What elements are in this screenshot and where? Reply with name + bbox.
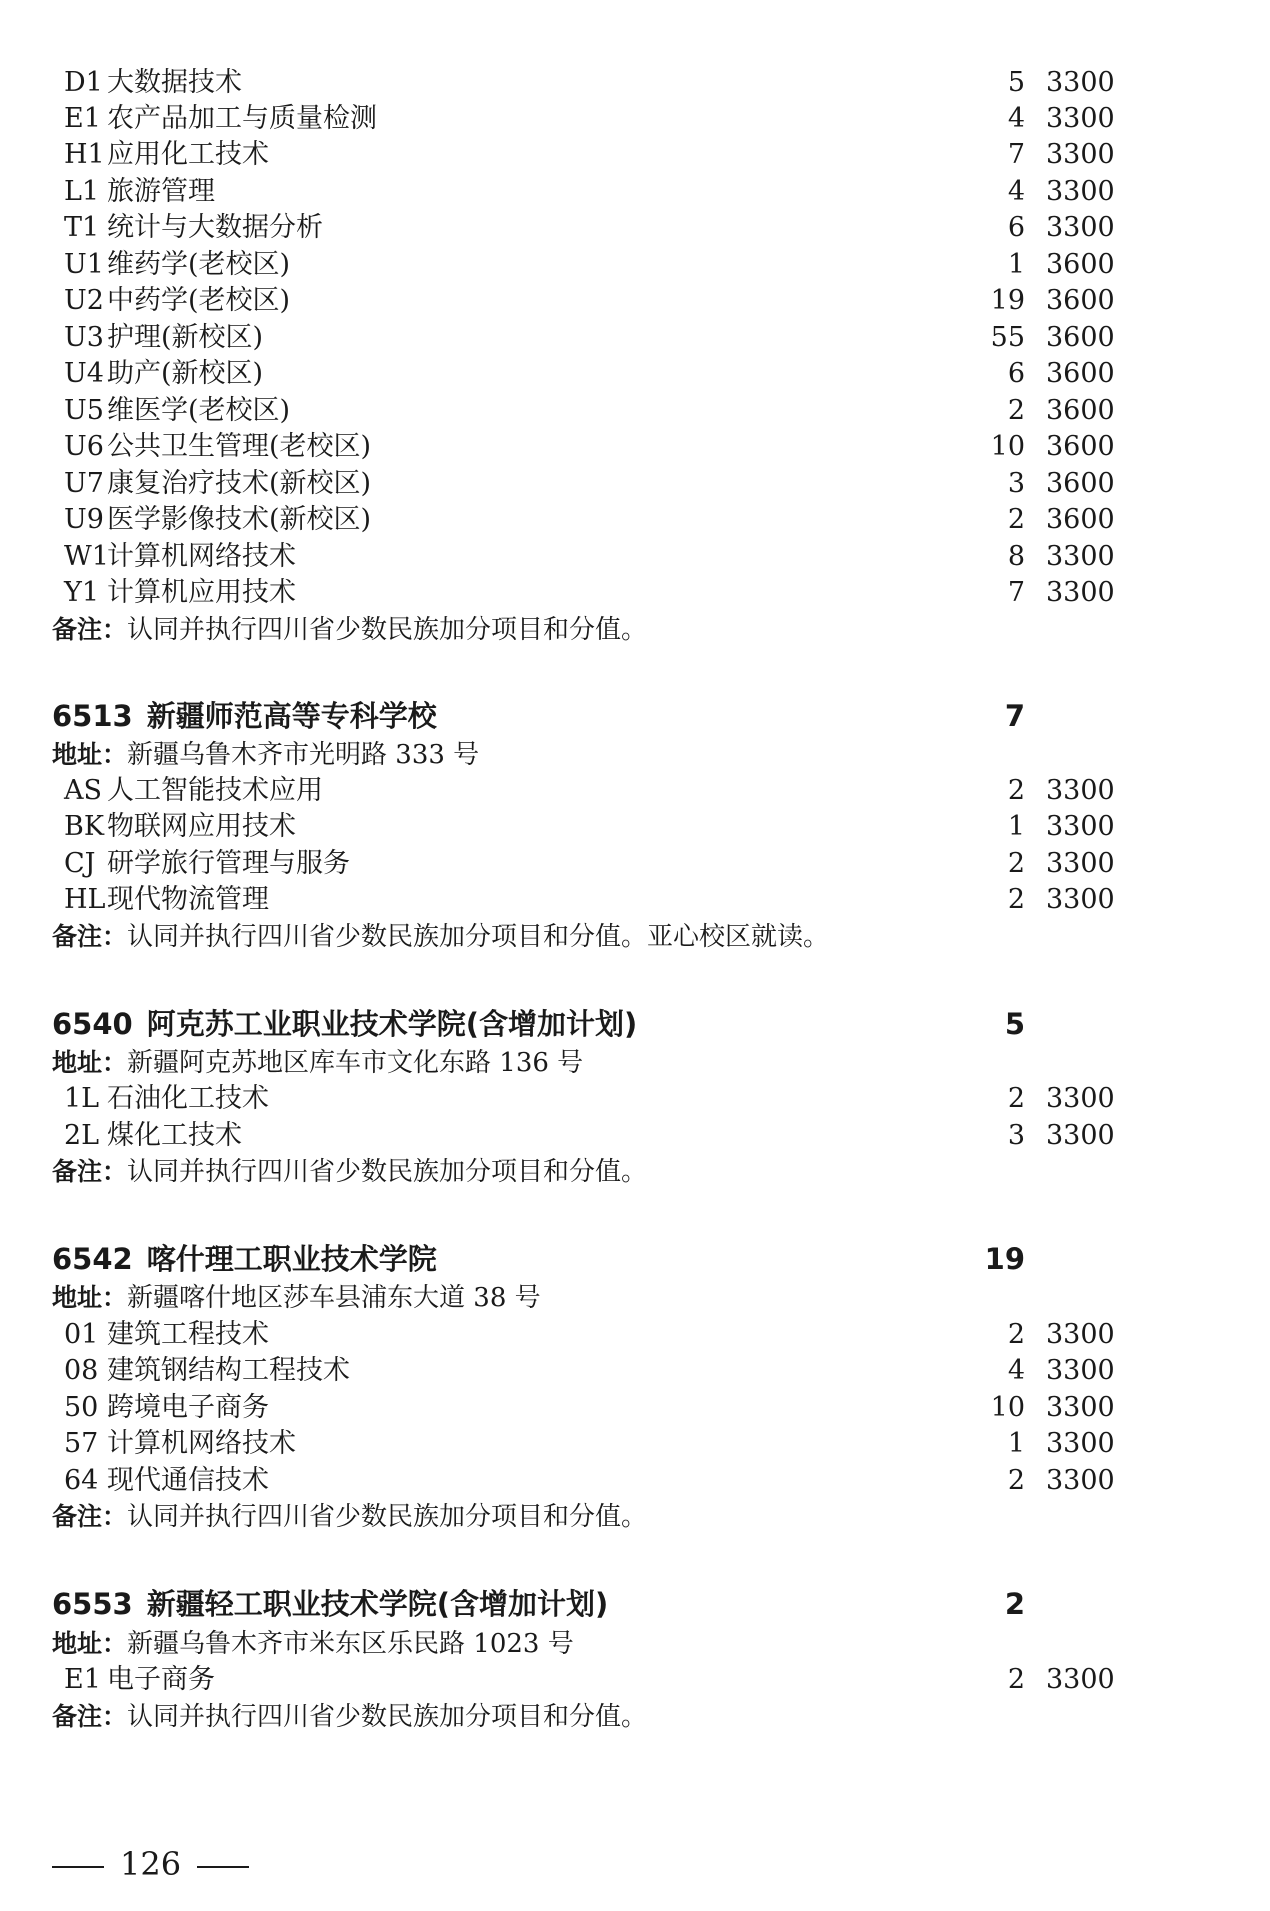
major-fee: 3300 — [1046, 811, 1115, 842]
major-row — [0, 773, 1270, 809]
major-row — [0, 1118, 1270, 1154]
school-name: 新疆师范高等专科学校 — [146, 699, 437, 733]
major-count: 6 — [1007, 358, 1025, 389]
major-row — [0, 356, 1270, 392]
major-code: U9 — [64, 504, 104, 535]
major-name: 维医学(老校区) — [107, 395, 291, 426]
school-address — [52, 737, 479, 773]
major-code: E1 — [64, 1664, 101, 1695]
major-count: 5 — [1007, 67, 1025, 98]
major-fee: 3300 — [1046, 1319, 1115, 1350]
school-code: 6542 — [52, 1242, 133, 1276]
major-name: 护理(新校区) — [107, 322, 264, 353]
major-count: 2 — [1007, 1465, 1025, 1496]
major-row — [0, 1081, 1270, 1117]
school-code: 6553 — [52, 1587, 133, 1621]
major-name: 助产(新校区) — [107, 358, 264, 389]
school-heading — [52, 1239, 437, 1279]
major-name: 大数据技术 — [107, 67, 242, 98]
address-label: 地址： — [52, 740, 128, 769]
major-row — [0, 575, 1270, 611]
school-name: 新疆轻工职业技术学院(含增加计划) — [146, 1587, 609, 1621]
note-label: 备注： — [52, 1702, 128, 1731]
school-note — [52, 1499, 647, 1535]
school-heading — [52, 1004, 637, 1044]
major-fee: 3300 — [1046, 139, 1115, 170]
major-fee: 3600 — [1046, 322, 1115, 353]
major-count: 1 — [1007, 811, 1025, 842]
left-dash — [52, 1866, 104, 1868]
major-count: 2 — [1007, 1664, 1025, 1695]
major-row — [0, 882, 1270, 918]
major-row — [0, 1353, 1270, 1389]
major-code: L1 — [64, 176, 100, 207]
major-row — [0, 1317, 1270, 1353]
school-total: 7 — [1004, 699, 1025, 733]
major-row — [0, 539, 1270, 575]
major-row — [0, 1463, 1270, 1499]
major-name: 康复治疗技术(新校区) — [107, 468, 372, 499]
major-count: 6 — [1007, 212, 1025, 243]
note-label: 备注： — [52, 1502, 128, 1531]
major-row — [0, 1662, 1270, 1698]
major-fee: 3300 — [1046, 1465, 1115, 1496]
major-fee: 3600 — [1046, 249, 1115, 280]
major-code: U5 — [64, 395, 104, 426]
major-name: 公共卫生管理(老校区) — [107, 431, 372, 462]
school-total: 5 — [1004, 1007, 1025, 1041]
major-name: 统计与大数据分析 — [107, 212, 323, 243]
note-label: 备注： — [52, 922, 128, 951]
major-fee: 3300 — [1046, 67, 1115, 98]
major-fee: 3300 — [1046, 884, 1115, 915]
major-code: HL — [64, 884, 106, 915]
major-name: 电子商务 — [107, 1664, 215, 1695]
major-code: CJ — [64, 848, 96, 879]
major-name: 建筑工程技术 — [107, 1319, 269, 1350]
major-count: 3 — [1007, 468, 1025, 499]
major-code: 08 — [64, 1355, 99, 1386]
major-name: 现代物流管理 — [107, 884, 269, 915]
major-code: 50 — [64, 1392, 99, 1423]
major-count: 1 — [1007, 1428, 1025, 1459]
address-label: 地址： — [52, 1629, 128, 1658]
major-fee: 3300 — [1046, 103, 1115, 134]
school-heading — [52, 1584, 608, 1624]
major-name: 中药学(老校区) — [107, 285, 291, 316]
major-count: 4 — [1007, 103, 1025, 134]
major-code: 2L — [64, 1120, 100, 1151]
major-code: AS — [64, 775, 102, 806]
major-fee: 3600 — [1046, 468, 1115, 499]
major-fee: 3600 — [1046, 285, 1115, 316]
note-text: 认同并执行四川省少数民族加分项目和分值。 — [127, 615, 648, 645]
major-fee: 3600 — [1046, 431, 1115, 462]
school-address — [52, 1626, 574, 1662]
major-name: 计算机网络技术 — [107, 1428, 296, 1459]
major-row — [0, 65, 1270, 101]
address-text: 新疆乌鲁木齐市光明路 333 号 — [127, 740, 480, 770]
major-fee: 3300 — [1046, 541, 1115, 572]
note-text: 认同并执行四川省少数民族加分项目和分值。 — [127, 1702, 648, 1732]
major-count: 4 — [1007, 176, 1025, 207]
major-fee: 3300 — [1046, 1120, 1115, 1151]
address-text: 新疆阿克苏地区库车市文化东路 136 号 — [127, 1048, 584, 1078]
major-name: 人工智能技术应用 — [107, 775, 323, 806]
major-name: 维药学(老校区) — [107, 249, 291, 280]
school-note — [52, 612, 647, 648]
major-name: 建筑钢结构工程技术 — [107, 1355, 350, 1386]
major-fee: 3600 — [1046, 504, 1115, 535]
major-code: U7 — [64, 468, 104, 499]
major-code: U4 — [64, 358, 104, 389]
major-name: 现代通信技术 — [107, 1465, 269, 1496]
major-fee: 3300 — [1046, 176, 1115, 207]
major-name: 研学旅行管理与服务 — [107, 848, 350, 879]
major-row — [0, 174, 1270, 210]
major-code: U2 — [64, 285, 104, 316]
major-count: 2 — [1007, 775, 1025, 806]
major-fee: 3300 — [1046, 1355, 1115, 1386]
major-count: 10 — [990, 431, 1025, 462]
major-row — [0, 1426, 1270, 1462]
major-count: 2 — [1007, 504, 1025, 535]
school-name: 阿克苏工业职业技术学院(含增加计划) — [146, 1007, 638, 1041]
school-code: 6540 — [52, 1007, 133, 1041]
major-row — [0, 1390, 1270, 1426]
major-code: Y1 — [64, 577, 100, 608]
major-name: 计算机应用技术 — [107, 577, 296, 608]
major-code: 57 — [64, 1428, 99, 1459]
major-code: U3 — [64, 322, 104, 353]
major-count: 1 — [1007, 249, 1025, 280]
major-row — [0, 247, 1270, 283]
major-fee: 3300 — [1046, 577, 1115, 608]
major-code: W1 — [64, 541, 109, 572]
note-text: 认同并执行四川省少数民族加分项目和分值。亚心校区就读。 — [127, 922, 830, 952]
major-code: 01 — [64, 1319, 99, 1350]
school-note — [52, 919, 829, 955]
major-row — [0, 809, 1270, 845]
major-fee: 3300 — [1046, 212, 1115, 243]
major-count: 7 — [1007, 139, 1025, 170]
school-address — [52, 1045, 583, 1081]
address-label: 地址： — [52, 1283, 128, 1312]
major-name: 农产品加工与质量检测 — [107, 103, 377, 134]
major-row — [0, 502, 1270, 538]
major-row — [0, 283, 1270, 319]
page-number: 126 — [120, 1845, 182, 1883]
major-code: BK — [64, 811, 105, 842]
school-heading — [52, 696, 437, 736]
major-row — [0, 101, 1270, 137]
major-count: 3 — [1007, 1120, 1025, 1151]
major-row — [0, 846, 1270, 882]
major-row — [0, 466, 1270, 502]
major-fee: 3300 — [1046, 1392, 1115, 1423]
page-footer — [52, 1842, 249, 1886]
address-text: 新疆乌鲁木齐市米东区乐民路 1023 号 — [127, 1629, 574, 1659]
major-name: 旅游管理 — [107, 176, 215, 207]
major-name: 石油化工技术 — [107, 1083, 269, 1114]
right-dash — [197, 1866, 249, 1868]
note-text: 认同并执行四川省少数民族加分项目和分值。 — [127, 1502, 648, 1532]
major-count: 7 — [1007, 577, 1025, 608]
major-count: 2 — [1007, 1319, 1025, 1350]
note-text: 认同并执行四川省少数民族加分项目和分值。 — [127, 1157, 648, 1187]
school-total: 2 — [1004, 1587, 1025, 1621]
major-fee: 3300 — [1046, 1664, 1115, 1695]
major-name: 跨境电子商务 — [107, 1392, 269, 1423]
major-code: U6 — [64, 431, 104, 462]
major-row — [0, 137, 1270, 173]
address-label: 地址： — [52, 1048, 128, 1077]
major-row — [0, 210, 1270, 246]
school-note — [52, 1699, 647, 1735]
major-count: 2 — [1007, 884, 1025, 915]
major-count: 2 — [1007, 1083, 1025, 1114]
major-name: 煤化工技术 — [107, 1120, 242, 1151]
major-count: 4 — [1007, 1355, 1025, 1386]
major-fee: 3600 — [1046, 395, 1115, 426]
major-code: H1 — [64, 139, 105, 170]
major-row — [0, 393, 1270, 429]
major-count: 2 — [1007, 848, 1025, 879]
major-fee: 3300 — [1046, 775, 1115, 806]
major-count: 10 — [990, 1392, 1025, 1423]
note-label: 备注： — [52, 615, 128, 644]
major-code: 64 — [64, 1465, 99, 1496]
major-fee: 3600 — [1046, 358, 1115, 389]
major-row — [0, 320, 1270, 356]
note-label: 备注： — [52, 1157, 128, 1186]
major-row — [0, 429, 1270, 465]
major-code: 1L — [64, 1083, 100, 1114]
school-total: 19 — [984, 1242, 1025, 1276]
major-name: 计算机网络技术 — [107, 541, 296, 572]
major-code: D1 — [64, 67, 103, 98]
school-address — [52, 1280, 541, 1316]
major-count: 2 — [1007, 395, 1025, 426]
school-name: 喀什理工职业技术学院 — [146, 1242, 437, 1276]
major-code: T1 — [64, 212, 100, 243]
major-fee: 3300 — [1046, 1428, 1115, 1459]
major-code: U1 — [64, 249, 104, 280]
major-count: 19 — [990, 285, 1025, 316]
major-code: E1 — [64, 103, 101, 134]
address-text: 新疆喀什地区莎车县浦东大道 38 号 — [127, 1283, 541, 1313]
major-fee: 3300 — [1046, 848, 1115, 879]
major-count: 55 — [990, 322, 1025, 353]
school-code: 6513 — [52, 699, 133, 733]
major-fee: 3300 — [1046, 1083, 1115, 1114]
major-name: 物联网应用技术 — [107, 811, 296, 842]
major-name: 医学影像技术(新校区) — [107, 504, 372, 535]
school-note — [52, 1154, 647, 1190]
major-count: 8 — [1007, 541, 1025, 572]
major-name: 应用化工技术 — [107, 139, 269, 170]
